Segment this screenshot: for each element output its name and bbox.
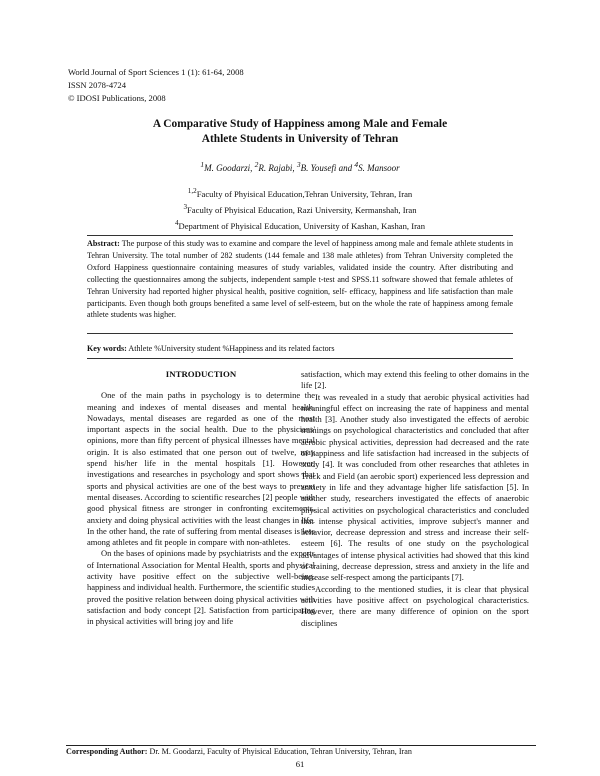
journal-citation: World Journal of Sport Sciences 1 (1): 61-64, 2008 bbox=[68, 67, 244, 77]
right-column bbox=[301, 369, 529, 629]
affiliation bbox=[60, 201, 540, 217]
paragraph: According to the mentioned studies, it is clear that physical activities have positive affect on psychological characteristics. However, there are many difference of opinion on the sport disciplines bbox=[301, 583, 529, 628]
author-sup: 4 bbox=[354, 160, 359, 169]
footnote-text: Dr. M. Goodarzi, Faculty of Phyisical Education, Tehran University, Tehran, Iran bbox=[147, 747, 412, 756]
author-name: M. Goodarzi, bbox=[204, 163, 255, 173]
affiliation-text: Department of Phyisical Education, University of Kashan, Kashan, Iran bbox=[178, 220, 426, 231]
author-sup: 3 bbox=[296, 160, 301, 169]
affiliation-sup: 4 bbox=[174, 218, 179, 227]
author-sup: 1 bbox=[200, 160, 205, 169]
affiliation bbox=[60, 217, 540, 233]
footnote-label: Corresponding Author: bbox=[66, 747, 148, 756]
abstract-text: The purpose of this study was to examine and compare the level of happiness among male and female athlete students in Tehran University. The total number of 282 students (144 female and 138 male athletes) from Tehran University completed the Oxford Happiness questionnaire containing measures of study variables, validated inside the country. After distributing and collecting the questionnaires among the subjects, independent sample t-test and SPSS.11 software showed that female athletes of Tehran University had reported higher physical health, positive cognition, self- efficacy, happiness and life satisfaction than male participants. Even though both groups benefited a same level of self-esteem, but on the whole the rate of happiness among female athlete students was higher. bbox=[87, 239, 513, 320]
title-line-2: Athlete Students in University of Tehran bbox=[201, 133, 399, 145]
abstract-top-rule bbox=[87, 235, 513, 236]
affiliation-text: Faculty of Phyisical Education,Tehran University, Tehran, Iran bbox=[196, 188, 413, 199]
author-list bbox=[60, 160, 540, 173]
corresponding-author bbox=[66, 747, 412, 756]
paragraph: One of the main paths in psychology is to determine the meaning and indexes of mental diseases and mental health. Nowadays, mental diseases are regarded as one of the most important aspects in the social health. Due to the physicians' opinions, more than fifty percent of physical illnesses have mental origin. It is also estimated that one person out of twelve, may spend his/her life in the mental hospitals [1]. However, investigations and researches in psychology and sport shows that sports and physical activities are one of the best ways to prevent mental diseases. According to scientific researches [2] people with good physical fitness are stronger in confronting excitements, anxiety and doing physical activities with the least changes in life. In the other hand, the rate of suffering from mental diseases is less among athletes and fit people in compare with non-athletes. bbox=[87, 390, 315, 548]
copyright: © IDOSI Publications, 2008 bbox=[68, 92, 166, 103]
author-sup: 2 bbox=[254, 160, 259, 169]
paragraph: satisfaction, which may extend this feeling to other domains in the life [2]. bbox=[301, 369, 529, 391]
section-heading: INTRODUCTION bbox=[165, 369, 237, 379]
keywords-rule bbox=[87, 358, 513, 359]
keywords-text: Athlete %University student %Happiness and its related factors bbox=[126, 344, 335, 353]
journal-header bbox=[68, 66, 244, 104]
affiliation-sup: 1,2 bbox=[187, 187, 197, 195]
footnote-rule bbox=[66, 745, 536, 746]
affiliation-sup: 3 bbox=[183, 202, 188, 211]
abstract bbox=[87, 238, 513, 321]
page-number: 61 bbox=[295, 759, 305, 769]
affiliations bbox=[60, 185, 540, 233]
keywords-label: Key words: bbox=[87, 344, 127, 353]
paper-title bbox=[60, 117, 540, 147]
keywords bbox=[87, 344, 513, 353]
paragraph: It was revealed in a study that aerobic physical activities had meaningful effect on increasing the rate of happiness and mental health [3]. Another study also investigated the effects of aerobic trainings on psychological characteristics and concluded that after aerobic physical activities, depression had decreased and the rate of happiness and life satisfaction had increased in the subjects of study [4]. It was concluded from other researches that athletes in Track and Field (an aerobic sport) experienced less depression and anxiety in life and they advantage higher life satisfaction [5]. In another study, researchers investigated the effects of anaerobic physical activities on psychological characteristics and concluded that intense physical activities, improve subject's manner and behavior, decrease depression and stress and increase their self-esteem [6]. The results of one study on the psychological advantages of intense physical activities had showed that this kind of training, decrease depression, stress and anxiety in the life and increase self-respect among the participants [7]. bbox=[301, 391, 529, 583]
author-name: R. Rajabi, bbox=[258, 163, 297, 173]
paragraph: On the bases of opinions made by psychiatrists and the experts of International Association for Mental Health, sports and physical activity have positive effect on the subjective well-being, happiness and individual health. Furthermore, the scientific studies proved the positive relation between doing physical activities with satisfaction and body concept [2]. Satisfaction from participating in physical activities will bring joy and life bbox=[87, 548, 315, 627]
affiliation bbox=[60, 185, 540, 201]
author-name: S. Mansoor bbox=[358, 163, 400, 173]
abstract-label: Abstract: bbox=[87, 239, 120, 248]
author-name: B. Yousefi and bbox=[300, 163, 355, 173]
left-column bbox=[87, 369, 315, 628]
title-line-1: A Comparative Study of Happiness among Male and Female bbox=[152, 118, 448, 130]
affiliation-text: Faculty of Phyisical Education, Razi University, Kermanshah, Iran bbox=[187, 204, 417, 215]
abstract-bottom-rule bbox=[87, 333, 513, 334]
issn: ISSN 2078-4724 bbox=[68, 79, 127, 90]
